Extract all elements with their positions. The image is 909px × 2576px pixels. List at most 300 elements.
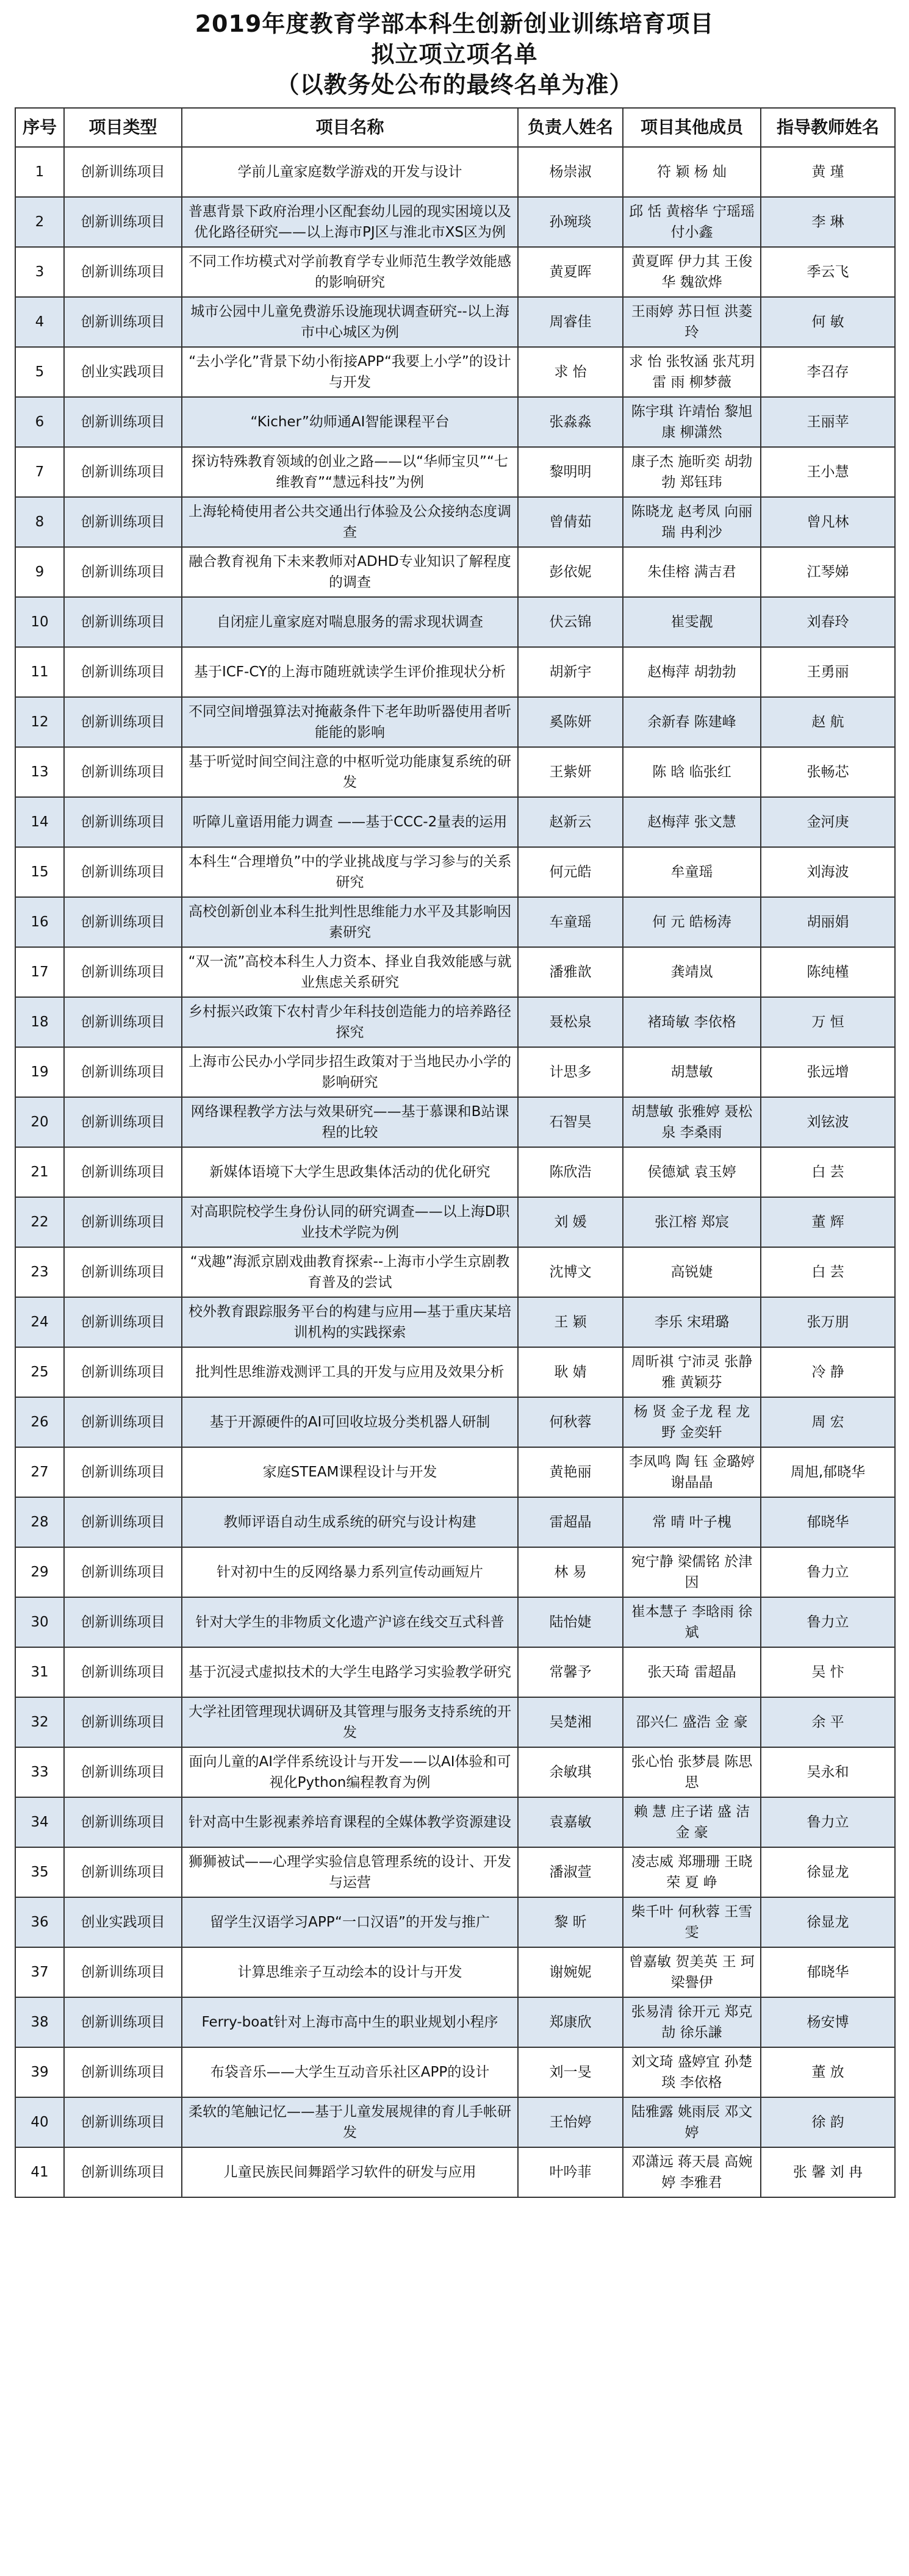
index-cell: 16 [15, 897, 64, 947]
members-cell: 凌志威 郑珊珊 王晓荣 夏 峥 [623, 1847, 761, 1897]
table-row [15, 547, 895, 597]
project-type-cell: 创新训练项目 [64, 1397, 182, 1447]
project-type-cell: 创新训练项目 [64, 1297, 182, 1347]
members-cell: 符 颖 杨 灿 [623, 147, 761, 197]
members-cell: 邵兴仁 盛浩 金 豪 [623, 1697, 761, 1747]
advisor-cell: 白 芸 [761, 1247, 895, 1297]
project-type-cell: 创新训练项目 [64, 1347, 182, 1397]
table-row [15, 1697, 895, 1747]
index-cell: 21 [15, 1147, 64, 1197]
index-cell: 2 [15, 197, 64, 247]
index-cell: 3 [15, 247, 64, 297]
advisor-cell: 李召存 [761, 347, 895, 397]
table-row [15, 2097, 895, 2147]
members-cell: 何 元 皓杨涛 [623, 897, 761, 947]
table-body [15, 147, 895, 2197]
project-name-cell: 听障儿童语用能力调查 ——基于CCC-2量表的运用 [182, 797, 518, 847]
advisor-cell: 王小慧 [761, 447, 895, 497]
advisor-cell: 白 芸 [761, 1147, 895, 1197]
project-roster-table [15, 107, 896, 2198]
members-cell: 曾嘉敏 贺美英 王 珂 梁譽伊 [623, 1947, 761, 1997]
project-name-cell: 布袋音乐——大学生互动音乐社区APP的设计 [182, 2047, 518, 2097]
leader-cell: 彭依妮 [518, 547, 623, 597]
members-cell: 康子杰 施昕奕 胡勃勃 郑钰玮 [623, 447, 761, 497]
members-cell: 求 怡 张牧涵 张芃玥 雷 雨 柳梦薇 [623, 347, 761, 397]
members-cell: 柴千叶 何秋蓉 王雪雯 [623, 1897, 761, 1947]
advisor-cell: 徐显龙 [761, 1897, 895, 1947]
advisor-cell: 鲁力立 [761, 1547, 895, 1597]
index-cell: 12 [15, 697, 64, 747]
table-row [15, 1997, 895, 2047]
members-cell: 褚琦敏 李依格 [623, 997, 761, 1047]
table-row [15, 397, 895, 447]
project-name-cell: 基于听觉时间空间注意的中枢听觉功能康复系统的研发 [182, 747, 518, 797]
members-cell: 龚靖岚 [623, 947, 761, 997]
index-cell: 36 [15, 1897, 64, 1947]
table-row [15, 2047, 895, 2097]
project-type-cell: 创新训练项目 [64, 147, 182, 197]
table-row [15, 1947, 895, 1997]
advisor-cell: 刘春玲 [761, 597, 895, 647]
leader-cell: 吴楚湘 [518, 1697, 623, 1747]
leader-cell: 王 颖 [518, 1297, 623, 1347]
index-cell: 39 [15, 2047, 64, 2097]
advisor-cell: 赵 航 [761, 697, 895, 747]
index-cell: 25 [15, 1347, 64, 1397]
members-cell: 朱佳榕 满吉君 [623, 547, 761, 597]
index-cell: 29 [15, 1547, 64, 1597]
table-row [15, 697, 895, 747]
index-cell: 15 [15, 847, 64, 897]
leader-cell: 林 易 [518, 1547, 623, 1597]
index-cell: 19 [15, 1047, 64, 1097]
advisor-cell: 周 宏 [761, 1397, 895, 1447]
index-cell: 28 [15, 1497, 64, 1547]
project-type-cell: 创新训练项目 [64, 1247, 182, 1297]
advisor-cell: 陈纯槿 [761, 947, 895, 997]
table-row [15, 1297, 895, 1347]
project-name-cell: 家庭STEAM课程设计与开发 [182, 1447, 518, 1497]
index-cell: 10 [15, 597, 64, 647]
leader-cell: 黄艳丽 [518, 1447, 623, 1497]
project-name-cell: 批判性思维游戏测评工具的开发与应用及效果分析 [182, 1347, 518, 1397]
advisor-cell: 江琴娣 [761, 547, 895, 597]
project-name-cell: 不同工作坊模式对学前教育学专业师范生教学效能感的影响研究 [182, 247, 518, 297]
advisor-cell: 季云飞 [761, 247, 895, 297]
project-type-cell: 创新训练项目 [64, 1947, 182, 1997]
leader-cell: 周睿佳 [518, 297, 623, 347]
advisor-cell: 鲁力立 [761, 1797, 895, 1847]
project-name-cell: 留学生汉语学习APP“一口汉语”的开发与推广 [182, 1897, 518, 1947]
project-name-cell: 教师评语自动生成系统的研究与设计构建 [182, 1497, 518, 1547]
index-cell: 34 [15, 1797, 64, 1847]
project-type-cell: 创新训练项目 [64, 1597, 182, 1647]
project-name-cell: 针对高中生影视素养培育课程的全媒体教学资源建设 [182, 1797, 518, 1847]
index-cell: 5 [15, 347, 64, 397]
project-type-cell: 创新训练项目 [64, 697, 182, 747]
project-name-cell: 网络课程教学方法与效果研究——基于慕课和B站课程的比较 [182, 1097, 518, 1147]
advisor-cell: 鲁力立 [761, 1597, 895, 1647]
advisor-cell: 张畅芯 [761, 747, 895, 797]
project-type-cell: 创新训练项目 [64, 2147, 182, 2197]
leader-cell: 王紫妍 [518, 747, 623, 797]
project-name-cell: 自闭症儿童家庭对喘息服务的需求现状调查 [182, 597, 518, 647]
project-name-cell: 儿童民族民间舞蹈学习软件的研发与应用 [182, 2147, 518, 2197]
project-type-cell: 创新训练项目 [64, 247, 182, 297]
members-cell: 邓潇远 蒋天晨 高婉婷 李雅君 [623, 2147, 761, 2197]
project-type-cell: 创新训练项目 [64, 897, 182, 947]
index-cell: 6 [15, 397, 64, 447]
index-cell: 37 [15, 1947, 64, 1997]
advisor-cell: 余 平 [761, 1697, 895, 1747]
members-cell: 陈 晗 临张红 [623, 747, 761, 797]
members-cell: 邱 恬 黄榕华 宁瑶瑶 付小鑫 [623, 197, 761, 247]
leader-cell: 陈欣浩 [518, 1147, 623, 1197]
members-cell: 高锐婕 [623, 1247, 761, 1297]
leader-cell: 黄夏晖 [518, 247, 623, 297]
members-cell: 常 晴 叶子槐 [623, 1497, 761, 1547]
index-cell: 23 [15, 1247, 64, 1297]
table-row [15, 1847, 895, 1897]
project-type-cell: 创新训练项目 [64, 847, 182, 897]
table-row [15, 1497, 895, 1547]
table-row [15, 247, 895, 297]
index-cell: 32 [15, 1697, 64, 1747]
index-cell: 8 [15, 497, 64, 547]
leader-cell: 伏云锦 [518, 597, 623, 647]
advisor-cell: 郁晓华 [761, 1947, 895, 1997]
leader-cell: 张淼淼 [518, 397, 623, 447]
leader-cell: 常馨予 [518, 1647, 623, 1697]
leader-cell: 雷超晶 [518, 1497, 623, 1547]
project-name-cell: 计算思维亲子互动绘本的设计与开发 [182, 1947, 518, 1997]
index-cell: 30 [15, 1597, 64, 1647]
project-type-cell: 创新训练项目 [64, 797, 182, 847]
leader-cell: 赵新云 [518, 797, 623, 847]
leader-cell: 潘淑萱 [518, 1847, 623, 1897]
project-name-cell: 大学社团管理现状调研及其管理与服务支持系统的开发 [182, 1697, 518, 1747]
leader-cell: 黎明明 [518, 447, 623, 497]
project-type-cell: 创新训练项目 [64, 1197, 182, 1247]
header-project-name: 项目名称 [182, 108, 518, 147]
members-cell: 赖 慧 庄子诺 盛 洁 金 豪 [623, 1797, 761, 1847]
table-row [15, 797, 895, 847]
table-header-row [15, 108, 895, 147]
index-cell: 27 [15, 1447, 64, 1497]
table-row [15, 1147, 895, 1197]
document-title [0, 9, 909, 100]
project-name-cell: 上海市公民办小学同步招生政策对于当地民办小学的影响研究 [182, 1047, 518, 1097]
project-type-cell: 创新训练项目 [64, 1797, 182, 1847]
leader-cell: 余敏琪 [518, 1747, 623, 1797]
advisor-cell: 董 放 [761, 2047, 895, 2097]
leader-cell: 何秋蓉 [518, 1397, 623, 1447]
advisor-cell: 董 辉 [761, 1197, 895, 1247]
table-row [15, 1247, 895, 1297]
table-row [15, 997, 895, 1047]
index-cell: 14 [15, 797, 64, 847]
project-type-cell: 创新训练项目 [64, 647, 182, 697]
leader-cell: 聂松泉 [518, 997, 623, 1047]
title-line-2: 拟立项立项名单 [371, 41, 538, 68]
title-line-1: 2019年度教育学部本科生创新创业训练培育项目 [195, 10, 714, 37]
table-row [15, 1347, 895, 1397]
project-type-cell: 创新训练项目 [64, 197, 182, 247]
members-cell: 张江榕 郑宸 [623, 1197, 761, 1247]
leader-cell: 郑康欣 [518, 1997, 623, 2047]
members-cell: 黄夏晖 伊力其 王俊华 魏欲烨 [623, 247, 761, 297]
table-row [15, 1197, 895, 1247]
advisor-cell: 王丽苹 [761, 397, 895, 447]
leader-cell: 胡新宇 [518, 647, 623, 697]
index-cell: 18 [15, 997, 64, 1047]
project-type-cell: 创新训练项目 [64, 747, 182, 797]
project-type-cell: 创新训练项目 [64, 547, 182, 597]
project-name-cell: 校外教育跟踪服务平台的构建与应用—基于重庆某培训机构的实践探索 [182, 1297, 518, 1347]
project-type-cell: 创新训练项目 [64, 447, 182, 497]
project-name-cell: 学前儿童家庭数学游戏的开发与设计 [182, 147, 518, 197]
leader-cell: 袁嘉敏 [518, 1797, 623, 1847]
table-row [15, 897, 895, 947]
project-name-cell: 普惠背景下政府治理小区配套幼儿园的现实困境以及优化路径研究——以上海市PJ区与淮北市XS区为例 [182, 197, 518, 247]
advisor-cell: 张远增 [761, 1047, 895, 1097]
members-cell: 陈宇琪 许靖怡 黎旭康 柳潇然 [623, 397, 761, 447]
advisor-cell: 刘铉波 [761, 1097, 895, 1147]
table-row [15, 597, 895, 647]
table-row [15, 147, 895, 197]
advisor-cell: 张万朋 [761, 1297, 895, 1347]
advisor-cell: 徐 韵 [761, 2097, 895, 2147]
leader-cell: 何元皓 [518, 847, 623, 897]
advisor-cell: 周旭,郁晓华 [761, 1447, 895, 1497]
project-name-cell: 柔软的笔触记忆——基于儿童发展规律的育儿手帐研发 [182, 2097, 518, 2147]
members-cell: 侯德斌 袁玉婷 [623, 1147, 761, 1197]
project-name-cell: 融合教育视角下未来教师对ADHD专业知识了解程度的调查 [182, 547, 518, 597]
leader-cell: 石智昊 [518, 1097, 623, 1147]
index-cell: 41 [15, 2147, 64, 2197]
leader-cell: 奚陈妍 [518, 697, 623, 747]
leader-cell: 陆怡婕 [518, 1597, 623, 1647]
members-cell: 张天琦 雷超晶 [623, 1647, 761, 1697]
project-type-cell: 创新训练项目 [64, 1997, 182, 2047]
project-name-cell: Ferry-boat针对上海市高中生的职业规划小程序 [182, 1997, 518, 2047]
header-advisor: 指导教师姓名 [761, 108, 895, 147]
project-type-cell: 创新训练项目 [64, 297, 182, 347]
table-row [15, 847, 895, 897]
header-index: 序号 [15, 108, 64, 147]
table-row [15, 197, 895, 247]
index-cell: 35 [15, 1847, 64, 1897]
project-type-cell: 创新训练项目 [64, 1097, 182, 1147]
index-cell: 33 [15, 1747, 64, 1797]
table-row [15, 1797, 895, 1847]
leader-cell: 沈博文 [518, 1247, 623, 1297]
members-cell: 赵梅萍 张文慧 [623, 797, 761, 847]
members-cell: 牟童瑶 [623, 847, 761, 897]
advisor-cell: 徐显龙 [761, 1847, 895, 1897]
table-row [15, 1747, 895, 1797]
table-row [15, 947, 895, 997]
leader-cell: 刘一旻 [518, 2047, 623, 2097]
index-cell: 9 [15, 547, 64, 597]
header-project-type: 项目类型 [64, 108, 182, 147]
advisor-cell: 曾凡林 [761, 497, 895, 547]
advisor-cell: 吴永和 [761, 1747, 895, 1797]
project-name-cell: “去小学化”背景下幼小衔接APP“我要上小学”的设计与开发 [182, 347, 518, 397]
leader-cell: 车童瑶 [518, 897, 623, 947]
leader-cell: 杨崇淑 [518, 147, 623, 197]
project-name-cell: 针对初中生的反网络暴力系列宣传动画短片 [182, 1547, 518, 1597]
table-row [15, 347, 895, 397]
leader-cell: 谢婉妮 [518, 1947, 623, 1997]
advisor-cell: 吴 忭 [761, 1647, 895, 1697]
project-type-cell: 创新训练项目 [64, 1047, 182, 1097]
project-type-cell: 创新训练项目 [64, 1647, 182, 1697]
leader-cell: 曾倩茹 [518, 497, 623, 547]
leader-cell: 孙琬琰 [518, 197, 623, 247]
table-row [15, 1097, 895, 1147]
project-name-cell: “Kicher”幼师通AI智能课程平台 [182, 397, 518, 447]
index-cell: 7 [15, 447, 64, 497]
index-cell: 4 [15, 297, 64, 347]
project-type-cell: 创新训练项目 [64, 1747, 182, 1797]
table-row [15, 1647, 895, 1697]
project-name-cell: 乡村振兴政策下农村青少年科技创造能力的培养路径探究 [182, 997, 518, 1047]
leader-cell: 王怡婷 [518, 2097, 623, 2147]
project-name-cell: 针对大学生的非物质文化遗产沪谚在线交互式科普 [182, 1597, 518, 1647]
index-cell: 17 [15, 947, 64, 997]
table-row [15, 2147, 895, 2197]
table-row [15, 1897, 895, 1947]
project-name-cell: 不同空间增强算法对掩蔽条件下老年助听器使用者听能能的影响 [182, 697, 518, 747]
project-type-cell: 创新训练项目 [64, 397, 182, 447]
project-type-cell: 创新训练项目 [64, 1847, 182, 1897]
index-cell: 20 [15, 1097, 64, 1147]
project-name-cell: “双一流”高校本科生人力资本、择业自我效能感与就业焦虑关系研究 [182, 947, 518, 997]
advisor-cell: 万 恒 [761, 997, 895, 1047]
members-cell: 胡慧敏 张雅婷 聂松泉 李桑雨 [623, 1097, 761, 1147]
advisor-cell: 金河庚 [761, 797, 895, 847]
leader-cell: 计思多 [518, 1047, 623, 1097]
table-row [15, 1447, 895, 1497]
table-row [15, 647, 895, 697]
table-row [15, 1547, 895, 1597]
project-name-cell: 基于开源硬件的AI可回收垃圾分类机器人研制 [182, 1397, 518, 1447]
project-name-cell: 高校创新创业本科生批判性思维能力水平及其影响因素研究 [182, 897, 518, 947]
members-cell: 周昕祺 宁沛灵 张静雅 黄颖芬 [623, 1347, 761, 1397]
index-cell: 22 [15, 1197, 64, 1247]
members-cell: 胡慧敏 [623, 1047, 761, 1097]
project-type-cell: 创新训练项目 [64, 997, 182, 1047]
project-name-cell: 基于ICF-CY的上海市随班就读学生评价推现状分析 [182, 647, 518, 697]
index-cell: 40 [15, 2097, 64, 2147]
members-cell: 宛宁静 梁儒铭 於津因 [623, 1547, 761, 1597]
project-name-cell: “戏趣”海派京剧戏曲教育探索--上海市小学生京剧教育普及的尝试 [182, 1247, 518, 1297]
project-type-cell: 创新训练项目 [64, 1497, 182, 1547]
members-cell: 刘文琦 盛婷宜 孙楚琰 李依格 [623, 2047, 761, 2097]
project-name-cell: 本科生“合理增负”中的学业挑战度与学习参与的关系研究 [182, 847, 518, 897]
members-cell: 李乐 宋珺璐 [623, 1297, 761, 1347]
advisor-cell: 王勇丽 [761, 647, 895, 697]
index-cell: 38 [15, 1997, 64, 2047]
table-row [15, 1397, 895, 1447]
advisor-cell: 张 馨 刘 冉 [761, 2147, 895, 2197]
advisor-cell: 郁晓华 [761, 1497, 895, 1547]
members-cell: 王雨婷 苏日恒 洪菱玲 [623, 297, 761, 347]
project-name-cell: 上海轮椅使用者公共交通出行体验及公众接纳态度调查 [182, 497, 518, 547]
members-cell: 杨 贤 金子龙 程 龙 野 金奕轩 [623, 1397, 761, 1447]
advisor-cell: 李 琳 [761, 197, 895, 247]
title-line-3: （以教务处公布的最终名单为准） [276, 71, 633, 98]
project-name-cell: 探访特殊教育领域的创业之路——以“华师宝贝”“七维教育”“慧远科技”为例 [182, 447, 518, 497]
project-type-cell: 创新训练项目 [64, 2097, 182, 2147]
project-type-cell: 创新训练项目 [64, 947, 182, 997]
project-type-cell: 创新训练项目 [64, 1447, 182, 1497]
table-row [15, 1047, 895, 1097]
project-name-cell: 新媒体语境下大学生思政集体活动的优化研究 [182, 1147, 518, 1197]
leader-cell: 耿 婧 [518, 1347, 623, 1397]
members-cell: 张心怡 张梦晨 陈思思 [623, 1747, 761, 1797]
project-type-cell: 创业实践项目 [64, 1897, 182, 1947]
members-cell: 陈晓龙 赵考凤 向丽瑞 冉利沙 [623, 497, 761, 547]
project-name-cell: 对高职院校学生身份认同的研究调查——以上海D职业技术学院为例 [182, 1197, 518, 1247]
project-name-cell: 狮狮被试——心理学实验信息管理系统的设计、开发与运营 [182, 1847, 518, 1897]
members-cell: 陆雅露 姚雨辰 邓文婷 [623, 2097, 761, 2147]
table-row [15, 1597, 895, 1647]
table-row [15, 747, 895, 797]
members-cell: 赵梅萍 胡勃勃 [623, 647, 761, 697]
project-type-cell: 创业实践项目 [64, 347, 182, 397]
advisor-cell: 胡丽娟 [761, 897, 895, 947]
table-row [15, 497, 895, 547]
leader-cell: 刘 媛 [518, 1197, 623, 1247]
index-cell: 24 [15, 1297, 64, 1347]
project-type-cell: 创新训练项目 [64, 597, 182, 647]
table-row [15, 447, 895, 497]
index-cell: 26 [15, 1397, 64, 1447]
table-row [15, 297, 895, 347]
index-cell: 11 [15, 647, 64, 697]
header-members: 项目其他成员 [623, 108, 761, 147]
members-cell: 张易清 徐开元 郑克劼 徐乐謙 [623, 1997, 761, 2047]
project-name-cell: 城市公园中儿童免费游乐设施现状调查研究--以上海市中心城区为例 [182, 297, 518, 347]
leader-cell: 潘雅歆 [518, 947, 623, 997]
members-cell: 余新春 陈建峰 [623, 697, 761, 747]
advisor-cell: 何 敏 [761, 297, 895, 347]
leader-cell: 叶吟菲 [518, 2147, 623, 2197]
header-leader: 负责人姓名 [518, 108, 623, 147]
advisor-cell: 杨安博 [761, 1997, 895, 2047]
advisor-cell: 冷 静 [761, 1347, 895, 1397]
advisor-cell: 刘海波 [761, 847, 895, 897]
project-name-cell: 基于沉浸式虚拟技术的大学生电路学习实验教学研究 [182, 1647, 518, 1697]
members-cell: 李凤鸣 陶 钰 金璐婷 谢晶晶 [623, 1447, 761, 1497]
project-type-cell: 创新训练项目 [64, 2047, 182, 2097]
leader-cell: 黎 昕 [518, 1897, 623, 1947]
advisor-cell: 黄 瑾 [761, 147, 895, 197]
index-cell: 13 [15, 747, 64, 797]
project-type-cell: 创新训练项目 [64, 1147, 182, 1197]
members-cell: 崔本慧子 李晗雨 徐 斌 [623, 1597, 761, 1647]
index-cell: 1 [15, 147, 64, 197]
project-type-cell: 创新训练项目 [64, 1697, 182, 1747]
project-name-cell: 面向儿童的AI学伴系统设计与开发——以AI体验和可视化Python编程教育为例 [182, 1747, 518, 1797]
members-cell: 崔雯靓 [623, 597, 761, 647]
project-type-cell: 创新训练项目 [64, 497, 182, 547]
leader-cell: 求 怡 [518, 347, 623, 397]
project-type-cell: 创新训练项目 [64, 1547, 182, 1597]
index-cell: 31 [15, 1647, 64, 1697]
